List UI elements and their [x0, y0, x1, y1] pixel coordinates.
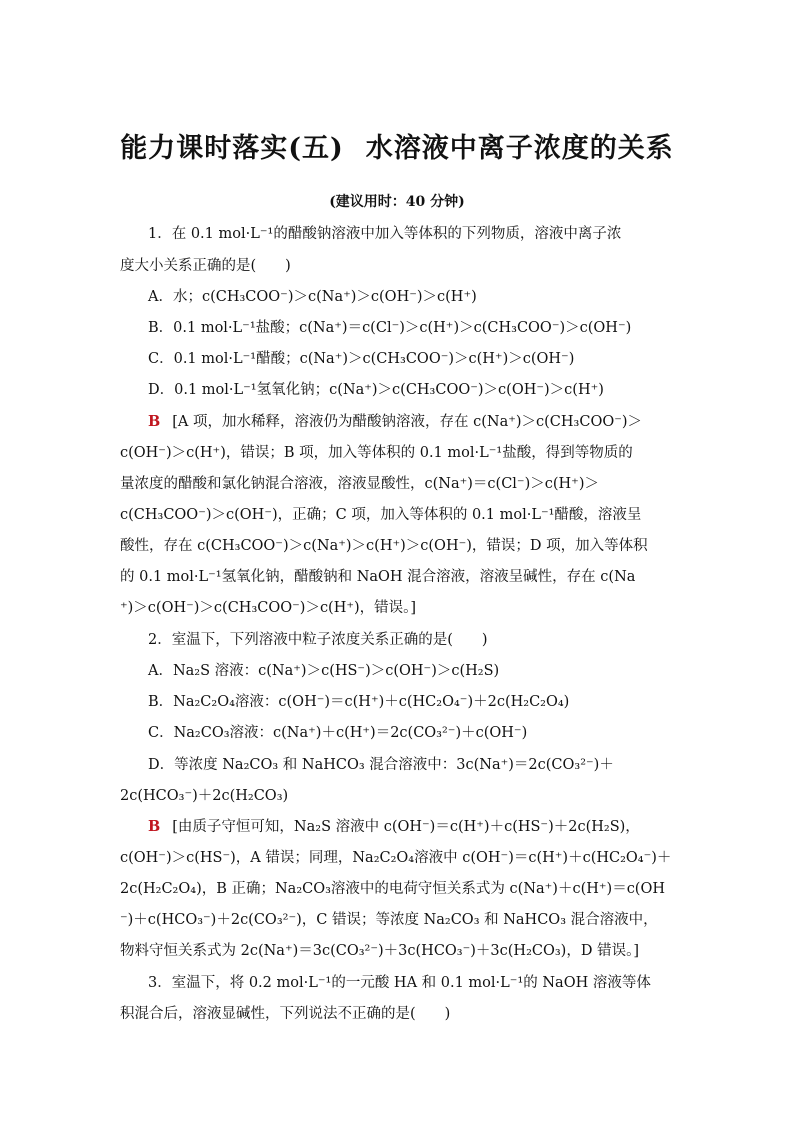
q2-explanation-text: [由质子守恒可知，Na₂S 溶液中 c(OH⁻)＝c(H⁺)＋c(HS⁻)＋2c(H₂S)，: [172, 819, 640, 835]
q2-option-d-line-1: D．等浓度 Na₂CO₃ 和 NaHCO₃ 混合溶液中：3c(Na⁺)＝2c(CO₃²⁻)＋: [148, 757, 614, 773]
q2-explanation-line-5: 物料守恒关系式为 2c(Na⁺)＝3c(CO₃²⁻)＋3c(HCO₃⁻)＋3c(H₂CO₃)，D 错误。]: [120, 943, 639, 959]
q3-stem-line-1: 3．室温下，将 0.2 mol·L⁻¹的一元酸 HA 和 0.1 mol·L⁻¹的 NaOH 溶液等体: [148, 975, 651, 991]
q1-explanation-line-1: [148, 412, 675, 432]
q1-explanation-line-5: 酸性，存在 c(CH₃COO⁻)＞c(Na⁺)＞c(H⁺)＞c(OH⁻)，错误；D 项，加入等体积: [120, 538, 648, 554]
q1-explanation-line-7: ⁺)＞c(OH⁻)＞c(CH₃COO⁻)＞c(H⁺)，错误。]: [120, 600, 417, 616]
q1-answer-label: B: [148, 413, 161, 430]
q3-stem-line-2: 积混合后，溶液显碱性，下列说法不正确的是( ): [120, 1006, 451, 1022]
q1-explanation-line-6: 的 0.1 mol·L⁻¹氢氧化钠，醋酸钠和 NaOH 混合溶液，溶液呈碱性，存在 c(Na: [120, 569, 636, 585]
q1-explanation-line-3: 量浓度的醋酸和氯化钠混合溶液，溶液显酸性，c(Na⁺)＝c(Cl⁻)＞c(H⁺)＞: [120, 476, 599, 492]
q2-option-a: A．Na₂S 溶液：c(Na⁺)＞c(HS⁻)＞c(OH⁻)＞c(H₂S): [148, 663, 500, 679]
q1-stem-line-2: 度大小关系正确的是( ): [120, 258, 291, 274]
q1-explanation-line-2: c(OH⁻)＞c(H⁺)，错误；B 项，加入等体积的 0.1 mol·L⁻¹盐酸，得到等物质的: [120, 445, 633, 461]
q1-option-c: C．0.1 mol·L⁻¹醋酸；c(Na⁺)＞c(CH₃COO⁻)＞c(H⁺)＞c(OH⁻): [148, 351, 575, 367]
q2-option-c: C．Na₂CO₃溶液：c(Na⁺)＋c(H⁺)＝2c(CO₃²⁻)＋c(OH⁻): [148, 725, 528, 741]
time-note: (建议用时：40 分钟): [329, 194, 465, 210]
title-main: 能力课时落实(五): [120, 133, 344, 164]
q2-explanation-line-1: [148, 817, 675, 837]
title-sub: 水溶液中离子浓度的关系: [365, 133, 674, 164]
q1-option-a: A．水；c(CH₃COO⁻)＞c(Na⁺)＞c(OH⁻)＞c(H⁺): [148, 289, 477, 305]
q2-explanation-line-3: 2c(H₂C₂O₄)，B 正确；Na₂CO₃溶液中的电荷守恒关系式为 c(Na⁺)＋c(H⁺)＝c(OH: [120, 881, 666, 897]
q1-stem-line-1: 1．在 0.1 mol·L⁻¹的醋酸钠溶液中加入等体积的下列物质，溶液中离子浓: [148, 226, 622, 242]
q2-stem: 2．室温下，下列溶液中粒子浓度关系正确的是( ): [148, 632, 488, 648]
page-title: [0, 126, 794, 165]
q1-option-d: D．0.1 mol·L⁻¹氢氧化钠；c(Na⁺)＞c(CH₃COO⁻)＞c(OH⁻)＞c(H⁺): [148, 382, 604, 398]
q2-answer-label: B: [148, 818, 161, 835]
q2-option-b: B．Na₂C₂O₄溶液：c(OH⁻)＝c(H⁺)＋c(HC₂O₄⁻)＋2c(H₂C₂O₄): [148, 694, 570, 710]
q2-option-d-line-2: 2c(HCO₃⁻)＋2c(H₂CO₃): [120, 788, 289, 804]
q2-explanation-line-2: c(OH⁻)＞c(HS⁻)，A 错误；同理，Na₂C₂O₄溶液中 c(OH⁻)＝c(H⁺)＋c(HC₂O₄⁻)＋: [120, 850, 672, 866]
q1-explanation-line-4: c(CH₃COO⁻)＞c(OH⁻)，正确；C 项，加入等体积的 0.1 mol·L⁻¹醋酸，溶液呈: [120, 507, 642, 523]
q1-option-b: B．0.1 mol·L⁻¹盐酸；c(Na⁺)＝c(Cl⁻)＞c(H⁺)＞c(CH₃COO⁻)＞c(OH⁻): [148, 320, 632, 336]
q1-explanation-text: [A 项，加水稀释，溶液仍为醋酸钠溶液，存在 c(Na⁺)＞c(CH₃COO⁻)＞: [172, 414, 643, 430]
q2-explanation-line-4: ⁻)＋c(HCO₃⁻)＋2c(CO₃²⁻)，C 错误；等浓度 Na₂CO₃ 和 NaHCO₃ 混合溶液中，: [120, 912, 658, 928]
